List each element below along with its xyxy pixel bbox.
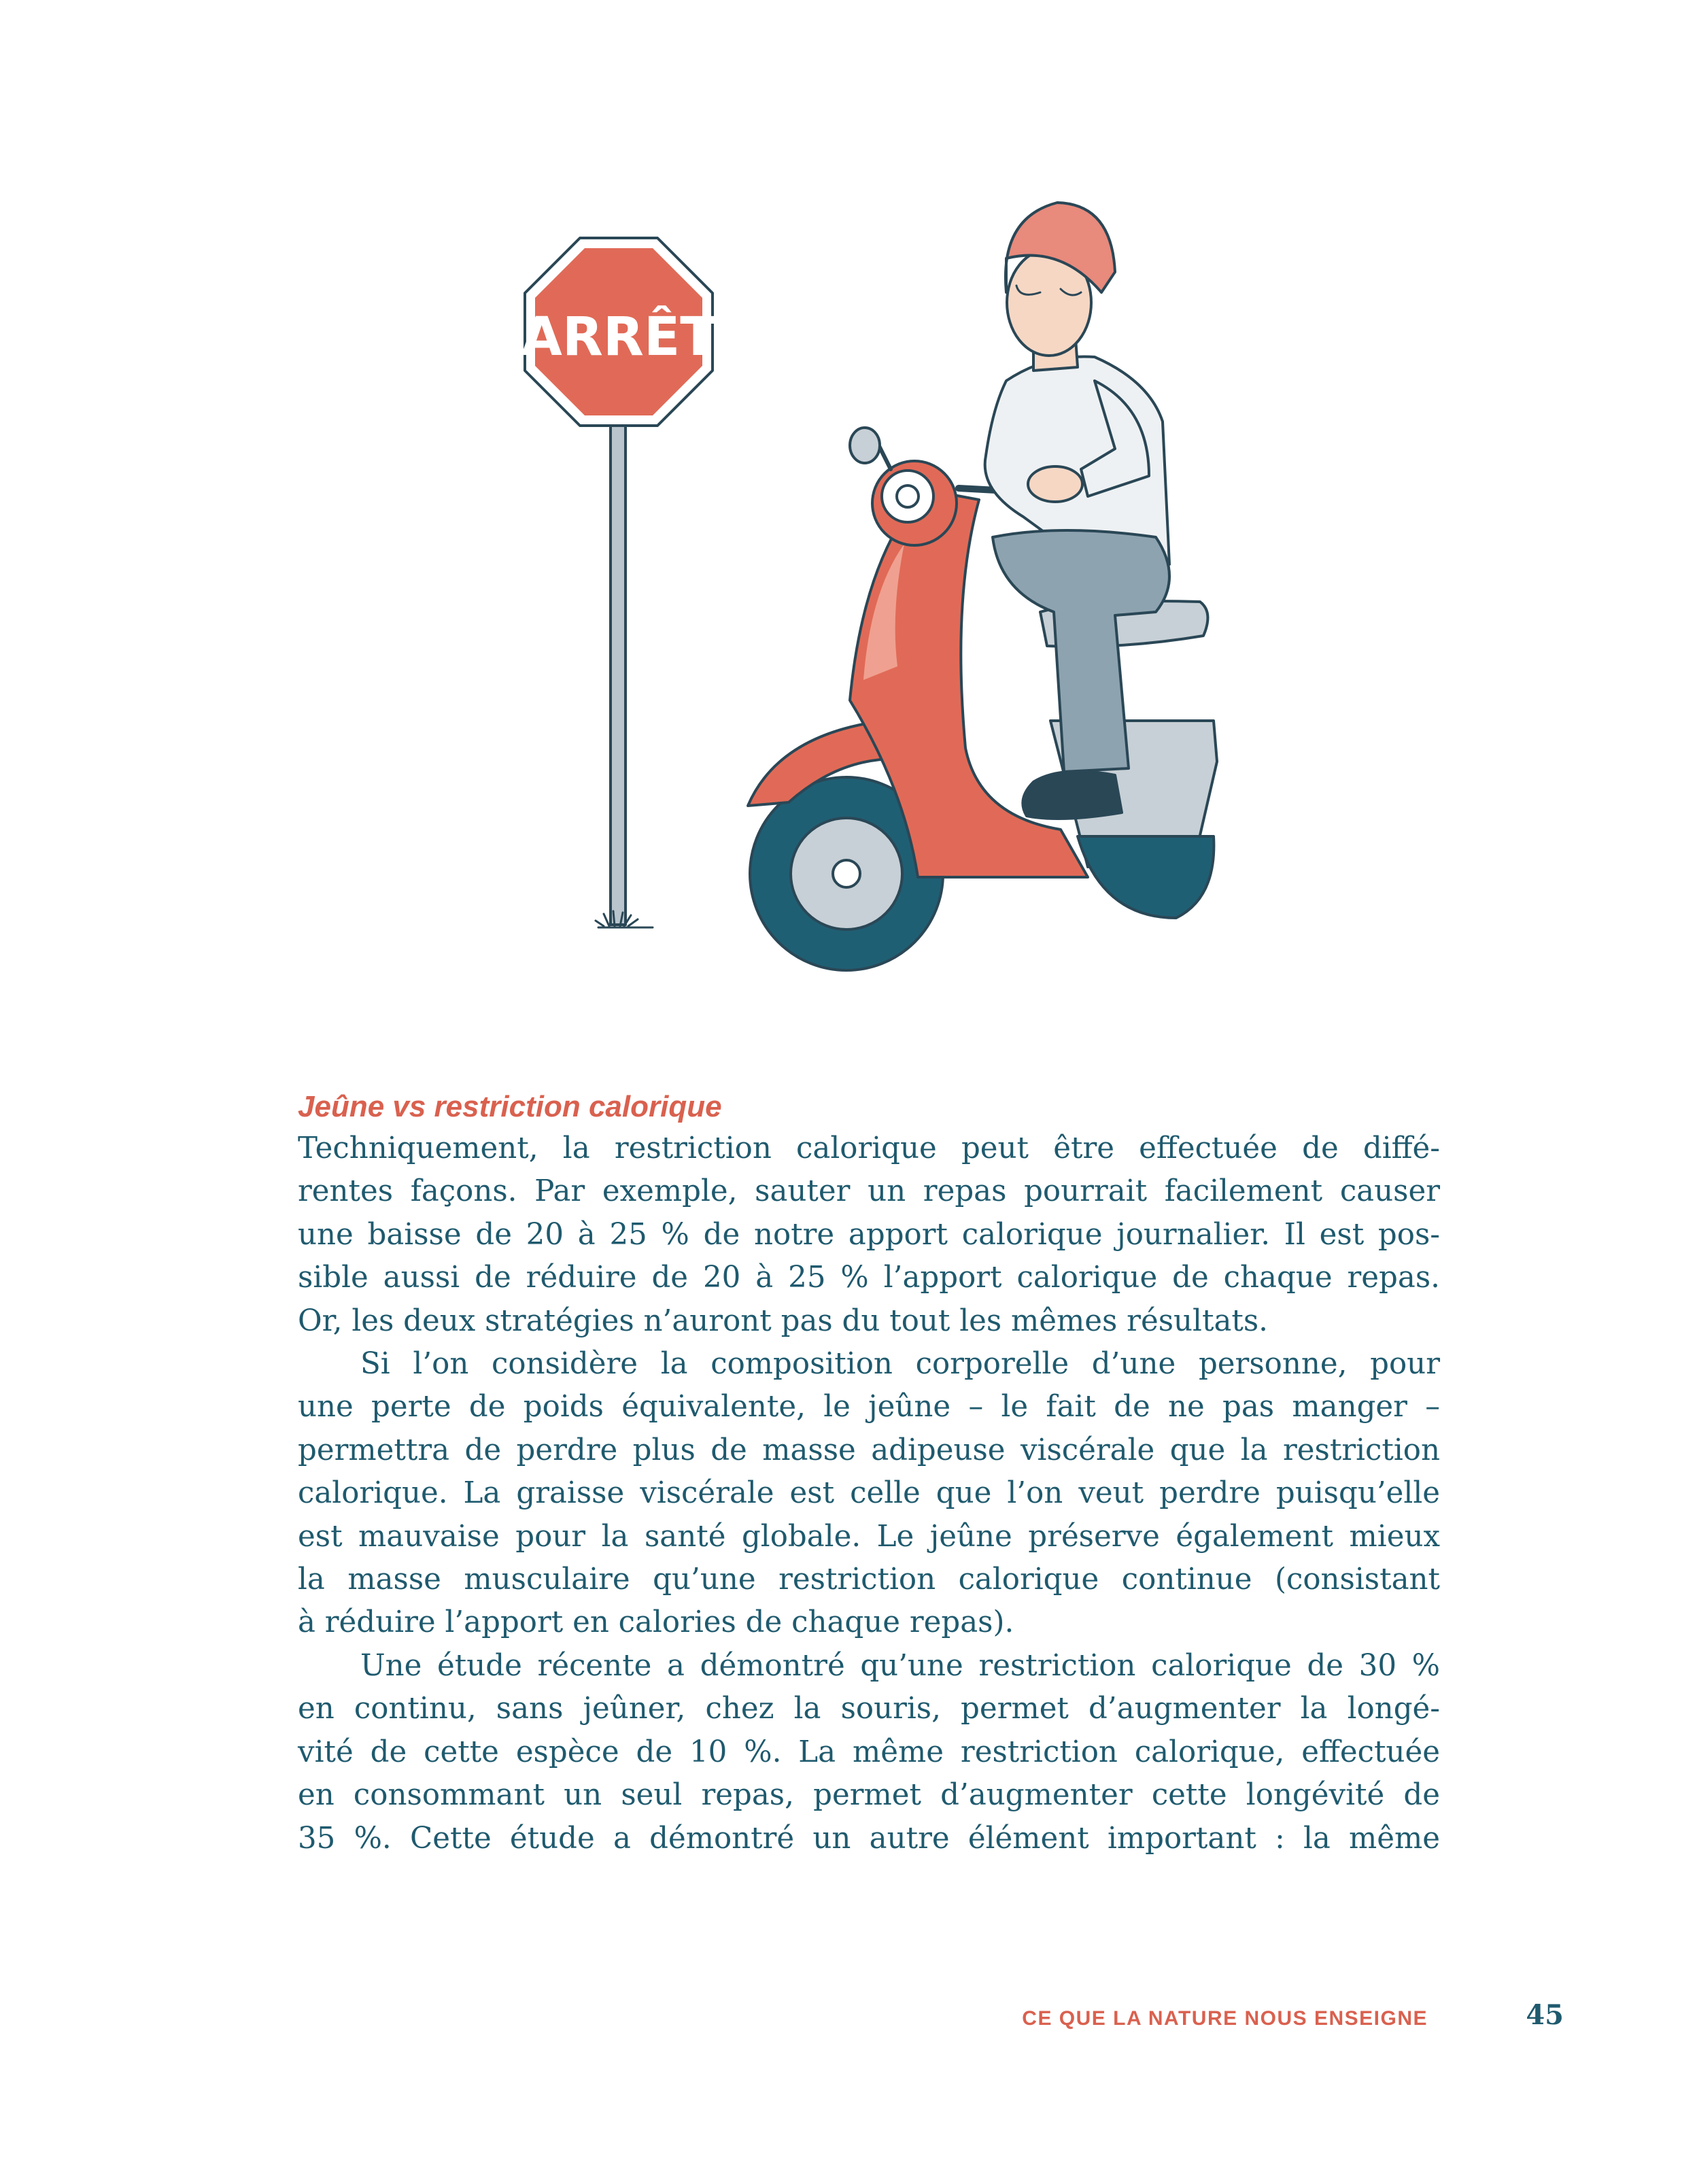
text-line: 35 %. Cette étude a démontré un autre élément important : la même [298, 1821, 1440, 1856]
paragraph [298, 1645, 1440, 1860]
text-line: calorique. La graisse viscérale est celle que l’on veut perdre puisqu’elle [298, 1476, 1440, 1511]
text-line: à réduire l’apport en calories de chaque repas). [298, 1605, 1014, 1640]
text-line: en consommant un seul repas, permet d’augmenter cette longévité de [298, 1778, 1440, 1813]
text-line: permettra de perdre plus de masse adipeuse viscérale que la restriction [298, 1433, 1440, 1467]
text-line: Techniquement, la restriction calorique peut être effectuée de diffé- [298, 1131, 1440, 1165]
body-text [298, 1127, 1440, 1860]
paragraph [298, 1127, 1440, 1343]
text-line: sible aussi de réduire de 20 à 25 % l’apport calorique de chaque repas. [298, 1261, 1440, 1295]
stop-sign-label: ARRÊT [521, 307, 717, 368]
running-footer: CE QUE LA NATURE NOUS ENSEIGNE [1022, 2007, 1428, 2030]
scooter-rider-icon [748, 203, 1217, 970]
text-line: Une étude récente a démontré qu’une restriction calorique de 30 % [360, 1648, 1440, 1683]
text-line: vité de cette espèce de 10 %. La même restriction calorique, effectuée [298, 1735, 1440, 1769]
text-line: rentes façons. Par exemple, sauter un repas pourrait facilement causer [298, 1174, 1440, 1209]
stop-sign-icon [521, 238, 717, 927]
text-line: Or, les deux stratégies n’auront pas du tout les mêmes résultats. [298, 1303, 1269, 1338]
section-heading: Jeûne vs restriction calorique [298, 1090, 722, 1123]
text-line: la masse musculaire qu’une restriction calorique continue (consistant [298, 1563, 1440, 1597]
text-line: une perte de poids équivalente, le jeûne – le fait de ne pas manger – [298, 1390, 1440, 1424]
text-line: Si l’on considère la composition corporelle d’une personne, pour [360, 1347, 1440, 1382]
page-number: 45 [1526, 1999, 1564, 2031]
text-line: une baisse de 20 à 25 % de notre apport calorique journalier. Il est pos- [298, 1217, 1440, 1252]
paragraph [298, 1343, 1440, 1645]
scooter-illustration [517, 190, 1278, 986]
text-line: en continu, sans jeûner, chez la souris, permet d’augmenter la longé- [298, 1692, 1440, 1726]
text-line: est mauvaise pour la santé globale. Le jeûne préserve également mieux [298, 1519, 1440, 1554]
